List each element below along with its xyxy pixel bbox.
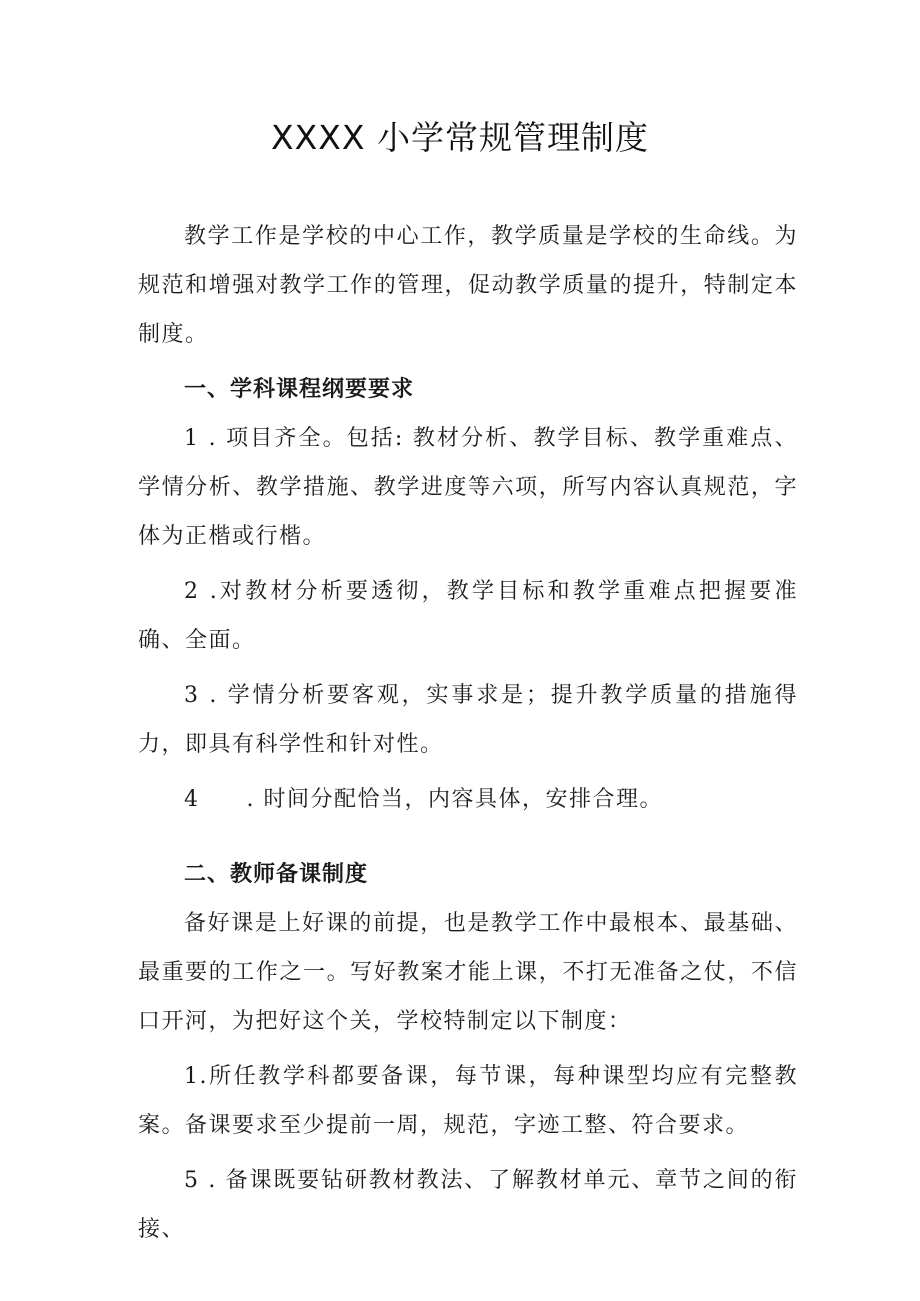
document-title: XXXX 小学常规管理制度 xyxy=(271,118,649,157)
intro-paragraph: 教学工作是学校的中心工作，教学质量是学校的生命线。为规范和增强对教学工作的管理，促动教学质量的提升，特制定本制度。 xyxy=(138,224,798,347)
section-1-item-3: 3 . 学情分析要客观，实事求是；提升教学质量的措施得力，即具有科学性和针对性。 xyxy=(138,683,798,757)
section-1-heading: 一、学科课程纲要要求 xyxy=(184,377,415,402)
section-1-item-1: 1 . 项目齐全。包括: 教材分析、教学目标、教学重难点、学情分析、教学措施、教学进度等六项，所写内容认真规范，字体为正楷或行楷。 xyxy=(138,426,798,549)
section-2-intro: 备好课是上好课的前提，也是教学工作中最根本、最基础、最重要的工作之一。写好教案才能上课，不打无准备之仗，不信口开河，为把好这个关，学校特制定以下制度： xyxy=(138,911,798,1034)
section-1-item-2: 2 .对教材分析要透彻，教学目标和教学重难点把握要准确、全面。 xyxy=(138,579,798,653)
section-2-item-1: 1.所任教学科都要备课，每节课，每种课型均应有完整教案。备课要求至少提前一周，规范，字迹工整、符合要求。 xyxy=(138,1064,798,1138)
section-2-item-5: 5 . 备课既要钻研教材教法、了解教材单元、章节之间的衔接、 xyxy=(138,1168,798,1242)
section-2-heading: 二、教师备课制度 xyxy=(184,862,369,887)
section-1-item-4: 4 . 时间分配恰当，内容具体，安排合理。 xyxy=(184,787,663,812)
document-body xyxy=(138,212,798,1254)
